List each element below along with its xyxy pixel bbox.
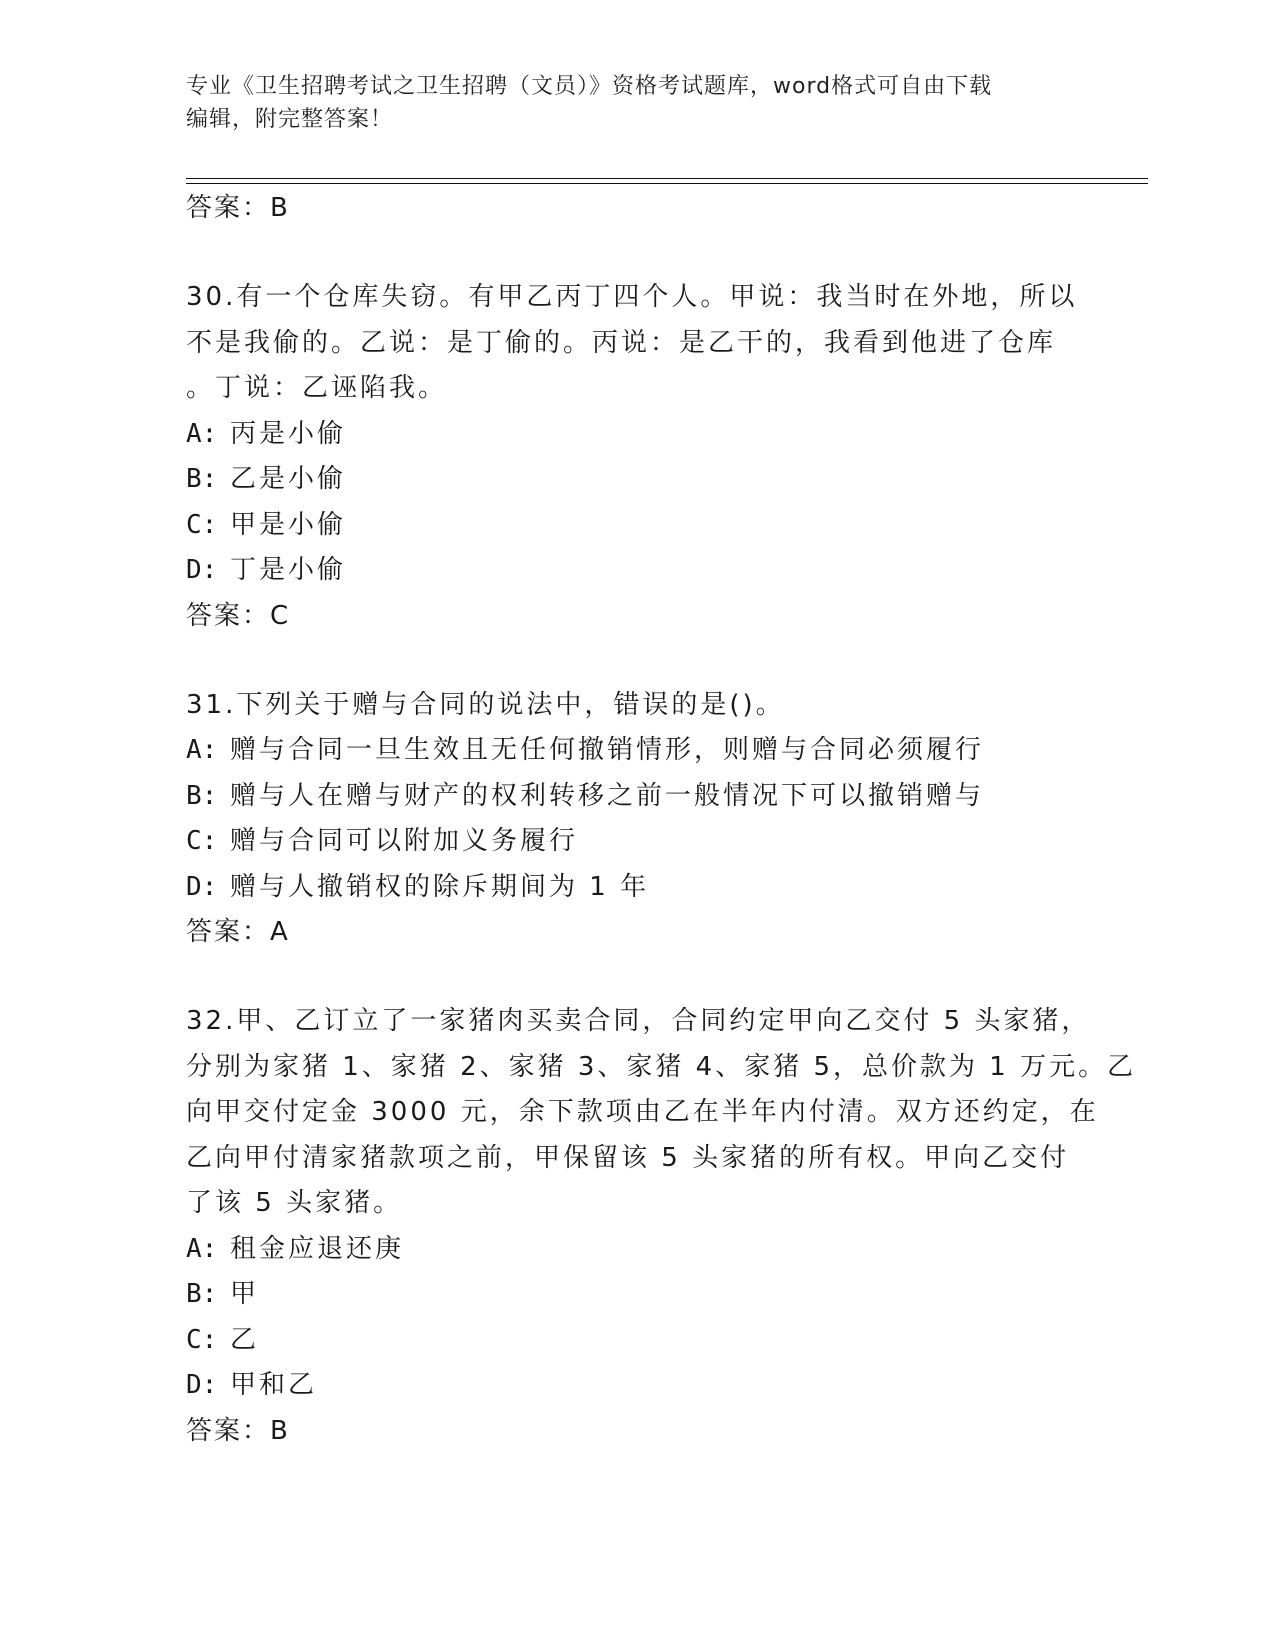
header-divider-bottom [186, 183, 1148, 184]
option-text: 赠与人在赠与财产的权利转移之前一般情况下可以撤销赠与 [230, 780, 985, 811]
answer: 答案：C [186, 600, 291, 631]
option-d [186, 1363, 1086, 1409]
answer: 答案：B [186, 1415, 290, 1446]
option-key: C: [186, 1324, 218, 1355]
option-key: C: [186, 826, 218, 856]
question-30 [186, 275, 1086, 639]
document-body [186, 186, 1137, 1454]
option-text: 乙是小偷 [230, 464, 347, 494]
option-c [186, 819, 1086, 865]
option-d [186, 548, 1086, 594]
option-a [186, 412, 1086, 458]
option-key: A: [186, 418, 218, 449]
stem-line: 31.下列关于赠与合同的说法中，错误的是()。 [186, 689, 785, 720]
option-text: 赠与合同可以附加义务履行 [230, 826, 579, 856]
option-text: 丙是小偷 [230, 418, 347, 449]
option-text: 赠与合同一旦生效且无任何撤销情形，则赠与合同必须履行 [230, 735, 985, 765]
option-text: 甲 [230, 1279, 260, 1309]
option-key: D: [186, 555, 218, 585]
option-d [186, 865, 1086, 911]
stem-line: 分别为家猪 1、家猪 2、家猪 3、家猪 4、家猪 5，总价款为 1 万元。乙 [186, 1051, 1137, 1082]
header-line-1: 专业《卫生招聘考试之卫生招聘（文员）》资格考试题库，word格式可自由下载 [186, 74, 993, 99]
option-key: D: [186, 1370, 218, 1400]
option-text: 丁是小偷 [230, 555, 347, 585]
stem-line: 30.有一个仓库失窃。有甲乙丙丁四个人。甲说：我当时在外地，所以 [186, 282, 1078, 312]
stem-line: 向甲交付定金 3000 元，余下款项由乙在半年内付清。双方还约定，在 [186, 1097, 1099, 1127]
question-stem [186, 999, 1137, 1227]
option-key: B: [186, 780, 218, 811]
option-text: 乙 [230, 1324, 260, 1355]
stem-line: 。丁说：乙诬陷我。 [186, 373, 448, 403]
page-header [186, 70, 1086, 136]
option-key: B: [186, 1279, 218, 1309]
stem-line: 32.甲、乙订立了一家猪肉买卖合同，合同约定甲向乙交付 5 头家猪， [186, 1006, 1091, 1036]
option-c [186, 1318, 1086, 1364]
option-c [186, 503, 1086, 549]
option-b [186, 774, 1086, 820]
option-key: A: [186, 1233, 218, 1264]
header-divider-top [186, 178, 1148, 179]
option-b [186, 1272, 1086, 1318]
option-text: 赠与人撤销权的除斥期间为 1 年 [230, 871, 650, 902]
option-key: B: [186, 464, 218, 494]
option-key: D: [186, 871, 218, 902]
question-stem [186, 275, 1086, 412]
question-stem [186, 683, 1086, 729]
option-text: 租金应退还庚 [230, 1233, 405, 1264]
question-31 [186, 683, 1086, 956]
stem-line: 乙向甲付清家猪款项之前，甲保留该 5 头家猪的所有权。甲向乙交付 [186, 1142, 1070, 1173]
previous-question-answer: 答案：B [186, 193, 290, 223]
header-line-2: 编辑，附完整答案！ [186, 107, 394, 132]
answer: 答案：A [186, 917, 290, 947]
question-32 [186, 999, 1137, 1454]
option-key: C: [186, 509, 218, 540]
option-b [186, 457, 1086, 503]
option-text: 甲和乙 [230, 1370, 318, 1400]
stem-line: 不是我偷的。乙说：是丁偷的。丙说：是乙干的，我看到他进了仓库 [186, 327, 1057, 358]
option-key: A: [186, 735, 218, 765]
option-a [186, 1227, 1086, 1273]
option-a [186, 728, 1086, 774]
option-text: 甲是小偷 [230, 509, 347, 540]
stem-line: 了该 5 头家猪。 [186, 1188, 403, 1218]
